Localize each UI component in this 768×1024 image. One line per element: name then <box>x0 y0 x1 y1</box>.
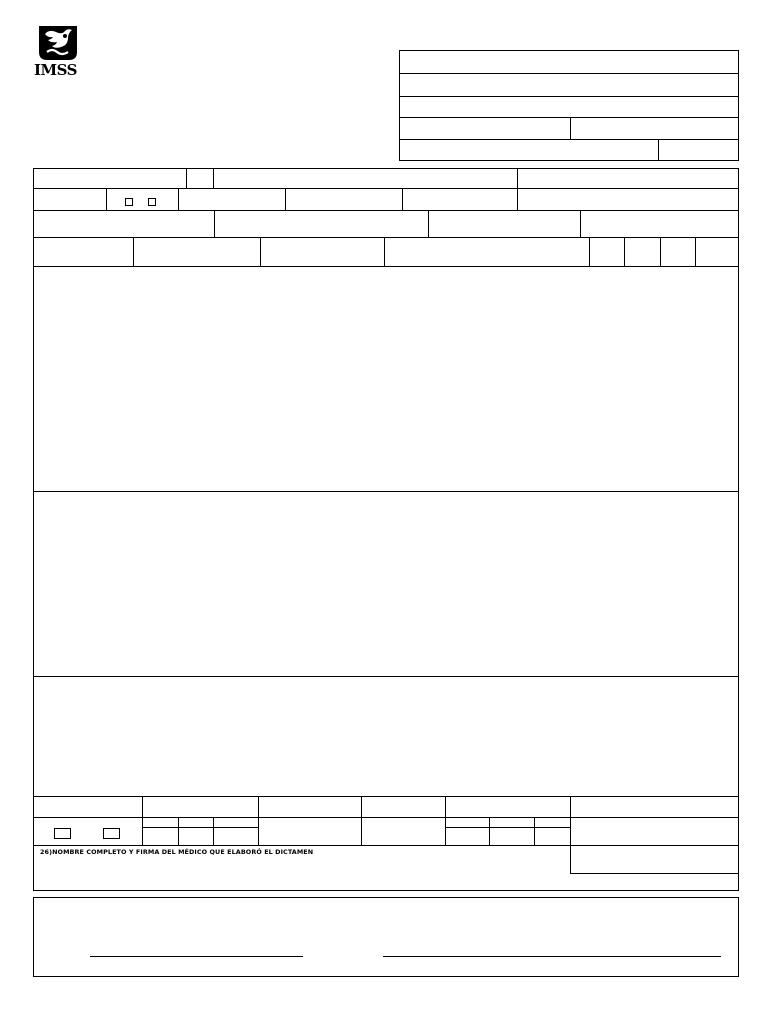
row-divider <box>34 845 570 846</box>
field-divider <box>361 796 362 845</box>
field-divider <box>260 237 261 266</box>
field-divider <box>580 210 581 237</box>
row-divider <box>34 237 738 238</box>
field-divider <box>428 210 429 237</box>
field-divider <box>133 237 134 266</box>
sex-checkbox-2[interactable] <box>148 198 156 206</box>
field-divider <box>589 237 590 266</box>
row-divider <box>34 266 738 267</box>
section-divider <box>34 676 738 677</box>
date-divider <box>142 827 258 828</box>
sex-checkbox-1[interactable] <box>125 198 133 206</box>
row-divider <box>570 845 738 846</box>
field-divider <box>517 169 518 189</box>
section-divider <box>34 796 738 797</box>
date-divider <box>534 817 535 845</box>
header-col-divider <box>570 117 571 139</box>
signature-box <box>33 897 739 977</box>
field-divider <box>402 188 403 210</box>
imss-eagle-emblem-icon <box>35 22 81 62</box>
imss-logo-text: IMSS <box>34 61 77 79</box>
field-divider <box>178 188 179 210</box>
row-divider <box>34 188 738 189</box>
signature-line-left[interactable] <box>90 956 303 957</box>
field-divider <box>213 169 214 189</box>
imss-logo <box>33 22 83 82</box>
field-divider <box>517 188 518 210</box>
header-row-divider <box>400 73 738 74</box>
header-col-divider <box>658 139 659 161</box>
date-divider <box>445 827 570 828</box>
main-form-box <box>33 168 739 891</box>
field-divider <box>445 796 446 845</box>
signature-line-right[interactable] <box>383 956 721 957</box>
header-row-divider <box>400 139 738 140</box>
header-row-divider <box>400 117 738 118</box>
field-divider <box>285 188 286 210</box>
field-divider <box>142 796 143 845</box>
field-divider <box>214 210 215 237</box>
field-divider <box>258 796 259 845</box>
field-divider <box>624 237 625 266</box>
date-divider <box>489 817 490 845</box>
row-divider <box>34 817 738 818</box>
option-checkbox-2[interactable] <box>103 828 120 839</box>
row-divider <box>570 873 738 874</box>
field-divider <box>186 169 187 189</box>
header-info-box <box>399 50 739 161</box>
field-divider <box>660 237 661 266</box>
field-divider <box>570 796 571 874</box>
field-divider <box>695 237 696 266</box>
date-divider <box>213 817 214 845</box>
physician-signature-label: 26)NOMBRE COMPLETO Y FIRMA DEL MÉDICO QUE ELABORÓ EL DICTAMEN <box>40 848 314 856</box>
row-divider <box>34 210 738 211</box>
date-divider <box>178 817 179 845</box>
field-divider <box>106 188 107 210</box>
header-row-divider <box>400 96 738 97</box>
option-checkbox-1[interactable] <box>54 828 71 839</box>
section-divider <box>34 491 738 492</box>
field-divider <box>384 237 385 266</box>
